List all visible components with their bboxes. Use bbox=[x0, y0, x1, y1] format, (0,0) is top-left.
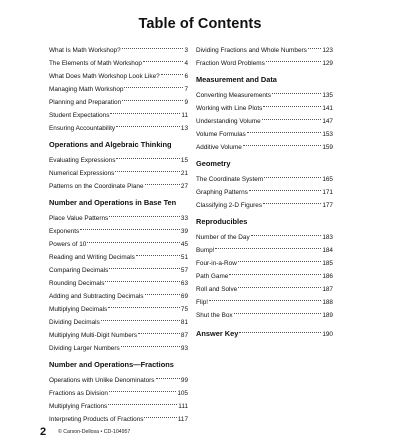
dot-leader bbox=[239, 322, 321, 333]
toc-entry-label: Reading and Writing Decimals bbox=[49, 254, 135, 261]
dot-leader bbox=[109, 206, 180, 217]
toc-entry-page: 7 bbox=[184, 86, 188, 93]
dot-leader bbox=[144, 407, 176, 418]
toc-entry-label: The Elements of Math Workshop bbox=[49, 60, 142, 67]
toc-entry-label: Four-in-a-Row bbox=[196, 260, 237, 267]
section-heading: Reproducibles bbox=[196, 217, 248, 226]
toc-entry-label: Volume Formulas bbox=[196, 131, 246, 138]
toc-entry-page: 87 bbox=[180, 332, 188, 339]
toc-entry-page: 184 bbox=[322, 247, 333, 254]
toc-entry-label: Comparing Decimals bbox=[49, 267, 109, 274]
toc-entry-page: 3 bbox=[184, 47, 188, 54]
toc-entry-page: 75 bbox=[180, 306, 188, 313]
dot-leader bbox=[121, 336, 180, 347]
toc-entry-page: 141 bbox=[322, 105, 333, 112]
toc-entry-label: Roll and Solve bbox=[196, 286, 238, 293]
toc-entry-label: Rounding Decimals bbox=[49, 280, 105, 287]
dot-leader bbox=[215, 238, 321, 249]
section-heading: Geometry bbox=[196, 159, 231, 168]
toc-entry-page: 45 bbox=[180, 241, 188, 248]
toc-entry-label: Shut the Box bbox=[196, 312, 233, 319]
dot-leader bbox=[229, 264, 321, 275]
dot-leader bbox=[264, 167, 321, 178]
dot-leader bbox=[161, 64, 184, 75]
toc-entry-page: 39 bbox=[180, 228, 188, 235]
dot-leader bbox=[308, 38, 322, 49]
dot-leader bbox=[266, 51, 322, 62]
toc-entry-label: Adding and Subtracting Decimals bbox=[49, 293, 144, 300]
toc-entry-label: What Does Math Workshop Look Like? bbox=[49, 73, 160, 80]
toc-entry-label: Understanding Volume bbox=[196, 118, 261, 125]
toc-entry-label: Planning and Preparation bbox=[49, 99, 122, 106]
toc-entry-page: 117 bbox=[177, 416, 188, 423]
section-heading: Number and Operations in Base Ten bbox=[49, 198, 177, 207]
toc-entry-page: 187 bbox=[322, 286, 333, 293]
toc-entry-page: 185 bbox=[322, 260, 333, 267]
dot-leader bbox=[156, 368, 180, 379]
toc-entry-page: 165 bbox=[322, 176, 333, 183]
toc-entry-label: Place Value Patterns bbox=[49, 215, 109, 222]
toc-entry-page: 159 bbox=[322, 144, 333, 151]
toc-entry-label: Patterns on the Coordinate Plane bbox=[49, 183, 144, 190]
toc-entry-label: Classifying 2-D Figures bbox=[196, 202, 263, 209]
dot-leader bbox=[238, 277, 321, 288]
toc-entry-page: 6 bbox=[184, 73, 188, 80]
section-heading: Operations and Algebraic Thinking bbox=[49, 140, 172, 149]
toc-entry-page: 4 bbox=[184, 60, 188, 67]
dot-leader bbox=[122, 38, 184, 49]
toc-entry-label: Fraction Word Problems bbox=[196, 60, 265, 67]
dot-leader bbox=[272, 83, 321, 94]
toc-entry-label: Additive Volume bbox=[196, 144, 242, 151]
toc-entry-label: Converting Measurements bbox=[196, 92, 271, 99]
dot-leader bbox=[243, 135, 322, 146]
dot-leader bbox=[136, 245, 180, 256]
toc-entry-page: 27 bbox=[180, 183, 188, 190]
dot-leader bbox=[122, 90, 183, 101]
toc-entry-label: Path Game bbox=[196, 273, 229, 280]
dot-leader bbox=[108, 394, 177, 405]
toc-entry-page: 9 bbox=[184, 99, 188, 106]
toc-entry-label: What Is Math Workshop? bbox=[49, 47, 121, 54]
toc-entry-label: Flip! bbox=[196, 299, 209, 306]
toc-entry-label: Answer Key bbox=[196, 329, 239, 338]
toc-entry-page: 99 bbox=[180, 377, 188, 384]
dot-leader bbox=[263, 193, 321, 204]
toc-entry-page: 153 bbox=[322, 131, 333, 138]
dot-leader bbox=[263, 96, 321, 107]
answer-key-entry bbox=[196, 325, 333, 338]
toc-entry-label: Operations with Unlike Denominators bbox=[49, 377, 155, 384]
toc-entry-label: Evaluating Expressions bbox=[49, 157, 116, 164]
section-heading: Number and Operations—Fractions bbox=[49, 360, 174, 369]
toc-entry-label: Powers of 10 bbox=[49, 241, 87, 248]
toc-entry-page: 123 bbox=[322, 47, 333, 54]
dot-leader bbox=[138, 323, 180, 334]
dot-leader bbox=[116, 148, 179, 159]
page-number: 2 bbox=[40, 426, 47, 438]
page-title: Table of Contents bbox=[138, 16, 262, 32]
toc-entry-page: 188 bbox=[322, 299, 333, 306]
toc-entry-page: 183 bbox=[322, 234, 333, 241]
dot-leader bbox=[87, 232, 180, 243]
toc-entry-label: Exponents bbox=[49, 228, 80, 235]
dot-leader bbox=[110, 103, 180, 114]
dot-leader bbox=[234, 303, 322, 314]
copyright-text: © Carson-Dellosa • CD-104957 bbox=[58, 429, 131, 435]
toc-entry-label: Managing Math Workshop bbox=[49, 86, 124, 93]
toc-entry-page: 11 bbox=[181, 112, 188, 119]
dot-leader bbox=[105, 271, 179, 282]
toc-entry-page: 63 bbox=[180, 280, 188, 287]
toc-entry-label: Numerical Expressions bbox=[49, 170, 115, 177]
toc-entry-label: Bump! bbox=[196, 247, 215, 254]
toc-entry-label: The Coordinate System bbox=[196, 176, 264, 183]
dot-leader bbox=[262, 109, 322, 120]
toc-entry-label: Dividing Decimals bbox=[49, 319, 100, 326]
toc-entry-label: Ensuring Accountability bbox=[49, 125, 116, 132]
dot-leader bbox=[145, 284, 180, 295]
dot-leader bbox=[80, 219, 180, 230]
dot-leader bbox=[238, 251, 321, 262]
toc-entry-page: 147 bbox=[322, 118, 333, 125]
toc-entry-page: 13 bbox=[180, 125, 188, 132]
toc-entry-page: 57 bbox=[180, 267, 188, 274]
toc-entry-page: 33 bbox=[180, 215, 188, 222]
toc-left-column bbox=[49, 41, 188, 423]
toc-entry-page: 81 bbox=[180, 319, 188, 326]
dot-leader bbox=[115, 161, 180, 172]
toc-entry-page: 135 bbox=[322, 92, 333, 99]
toc-entry-label: Graphing Patterns bbox=[196, 189, 248, 196]
toc-entry-page: 105 bbox=[177, 390, 188, 397]
dot-leader bbox=[251, 225, 322, 236]
toc-entry-page: 177 bbox=[322, 202, 333, 209]
toc-entry-label: Fractions as Division bbox=[49, 390, 108, 397]
toc-entry bbox=[196, 306, 333, 319]
toc-entry-page: 171 bbox=[322, 189, 333, 196]
toc-entry-page: 186 bbox=[322, 273, 333, 280]
dot-leader bbox=[209, 290, 321, 301]
dot-leader bbox=[116, 116, 180, 127]
page-footer bbox=[40, 425, 360, 439]
toc-entry-label: Working with Line Plots bbox=[196, 105, 263, 112]
section-heading: Measurement and Data bbox=[196, 75, 277, 84]
toc-right-column bbox=[196, 41, 333, 338]
toc-entry-label: Multiplying Fractions bbox=[49, 403, 108, 410]
toc-entry-label: Multiplying Decimals bbox=[49, 306, 108, 313]
toc-entry-label: Number of the Day bbox=[196, 234, 250, 241]
toc-entry-page: 190 bbox=[322, 331, 333, 338]
dot-leader bbox=[143, 51, 183, 62]
dot-leader bbox=[109, 258, 180, 269]
toc-entry-page: 189 bbox=[322, 312, 333, 319]
toc-entry-page: 93 bbox=[180, 345, 188, 352]
toc-entry-page: 51 bbox=[180, 254, 188, 261]
toc-entry-page: 129 bbox=[322, 60, 333, 67]
toc-entry-label: Multiplying Multi-Digit Numbers bbox=[49, 332, 138, 339]
toc-entry-page: 21 bbox=[180, 170, 188, 177]
dot-leader bbox=[124, 77, 183, 88]
toc-entry-label: Student Expectations bbox=[49, 112, 110, 119]
toc-entry-label: Interpreting Products of Fractions bbox=[49, 416, 144, 423]
dot-leader bbox=[249, 180, 321, 191]
dot-leader bbox=[101, 310, 180, 321]
toc-entry-label: Dividing Fractions and Whole Numbers bbox=[196, 47, 307, 54]
dot-leader bbox=[145, 174, 180, 185]
toc-entry-label: Dividing Larger Numbers bbox=[49, 345, 120, 352]
dot-leader bbox=[108, 297, 180, 308]
dot-leader bbox=[109, 381, 176, 392]
toc-entry-page: 15 bbox=[180, 157, 188, 164]
toc-entry-page: 111 bbox=[178, 403, 188, 410]
dot-leader bbox=[247, 122, 322, 133]
toc-entry-page: 69 bbox=[180, 293, 188, 300]
